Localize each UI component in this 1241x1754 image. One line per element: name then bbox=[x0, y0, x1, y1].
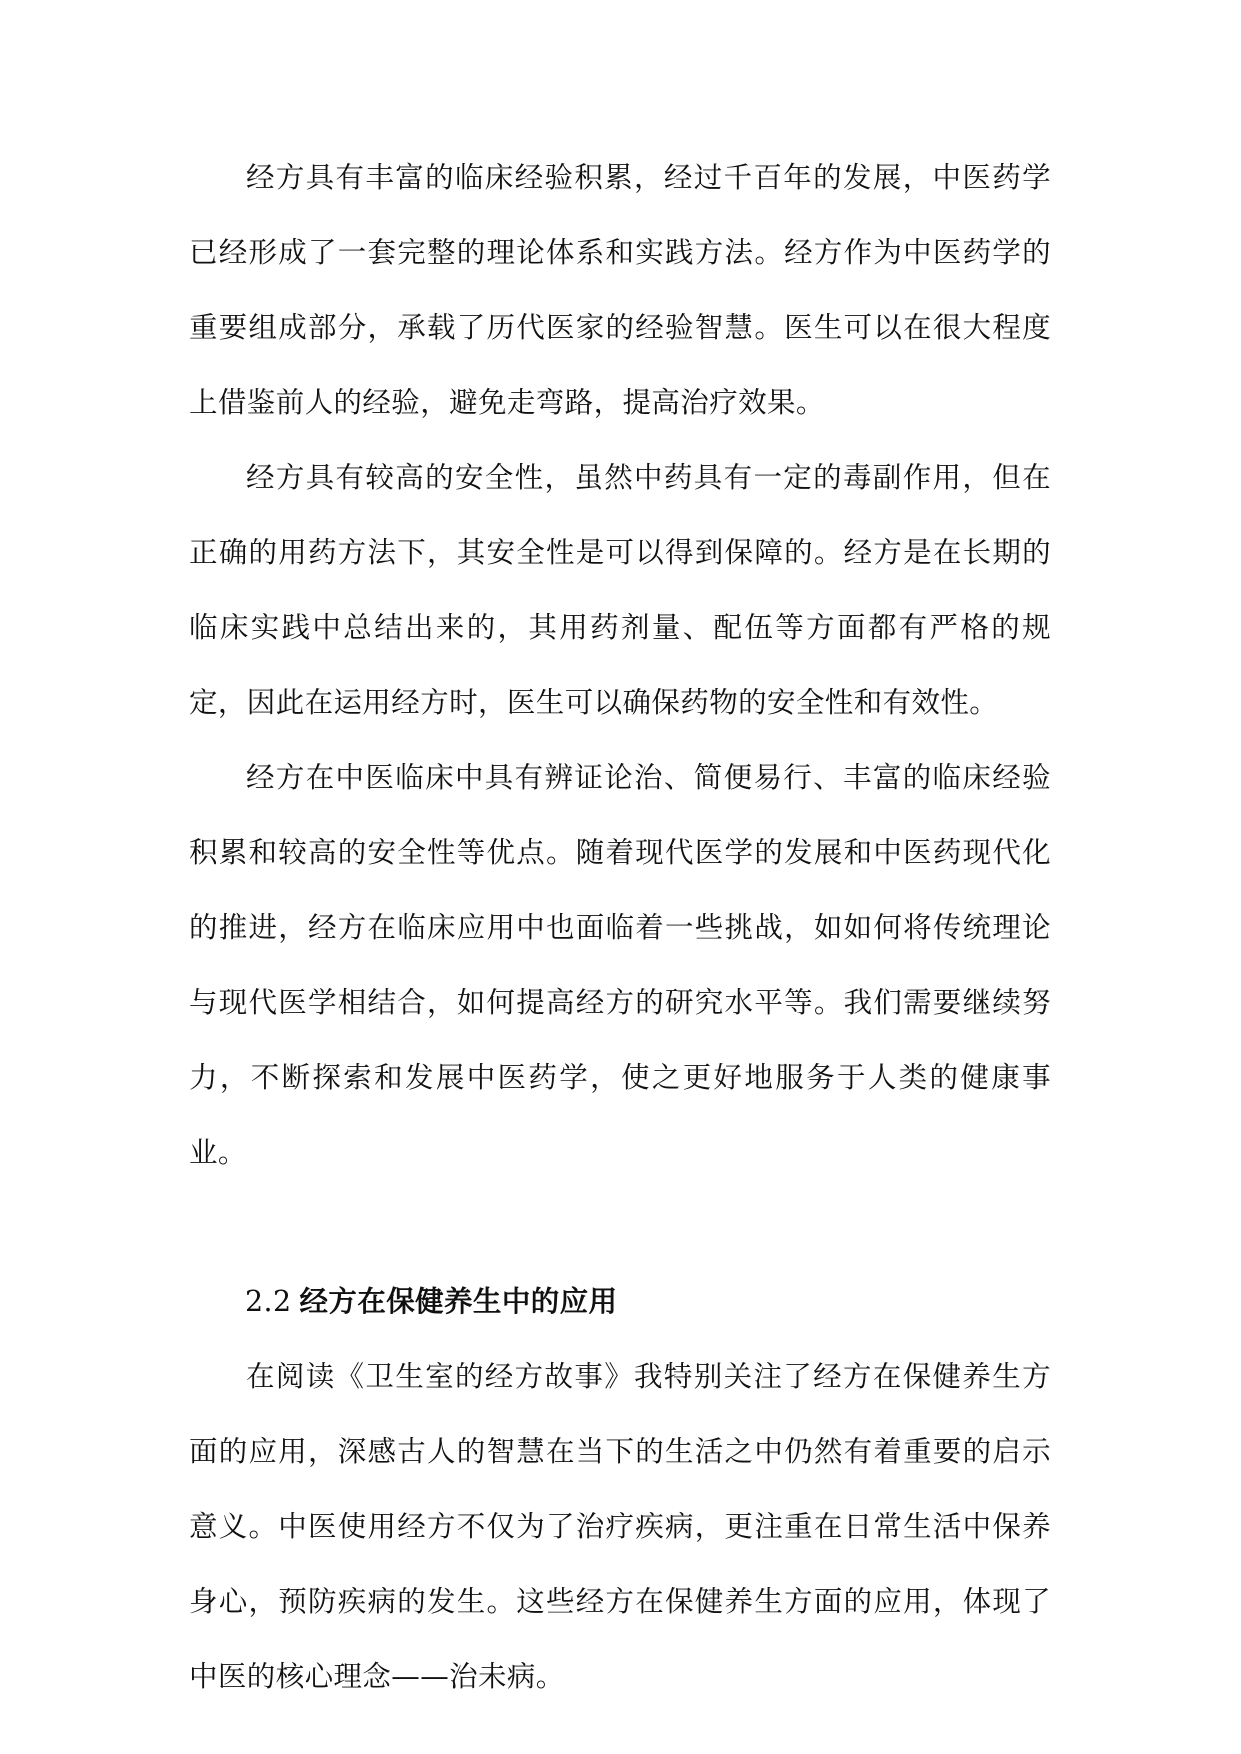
section-heading bbox=[189, 1264, 1051, 1339]
paragraph-safety: 经方具有较高的安全性，虽然中药具有一定的毒副作用，但在正确的用药方法下，其安全性是可以得到保障的。经方是在长期的临床实践中总结出来的，其用药剂量、配伍等方面都有严格的规定，因此在运用经方时，医生可以确保药物的安全性和有效性。 bbox=[189, 461, 1051, 719]
document-page bbox=[189, 140, 1051, 1714]
paragraph-health-preservation: 在阅读《卫生室的经方故事》我特别关注了经方在保健养生方面的应用，深感古人的智慧在当下的生活之中仍然有着重要的启示意义。中医使用经方不仅为了治疗疾病，更注重在日常生活中保养身心，预防疾病的发生。这些经方在保健养生方面的应用，体现了中医的核心理念——治未病。 bbox=[189, 1360, 1051, 1693]
section-number: 2.2 bbox=[245, 1285, 292, 1318]
section-title: 经方在保健养生中的应用 bbox=[299, 1284, 618, 1318]
paragraph-clinical-experience: 经方具有丰富的临床经验积累，经过千百年的发展，中医药学已经形成了一套完整的理论体系和实践方法。经方作为中医药学的重要组成部分，承载了历代医家的经验智慧。医生可以在很大程度上借鉴前人的经验，避免走弯路，提高治疗效果。 bbox=[189, 161, 1051, 419]
paragraph-summary: 经方在中医临床中具有辨证论治、简便易行、丰富的临床经验积累和较高的安全性等优点。随着现代医学的发展和中医药现代化的推进，经方在临床应用中也面临着一些挑战，如如何将传统理论与现代医学相结合，如何提高经方的研究水平等。我们需要继续努力，不断探索和发展中医药学，使之更好地服务于人类的健康事业。 bbox=[189, 761, 1051, 1169]
